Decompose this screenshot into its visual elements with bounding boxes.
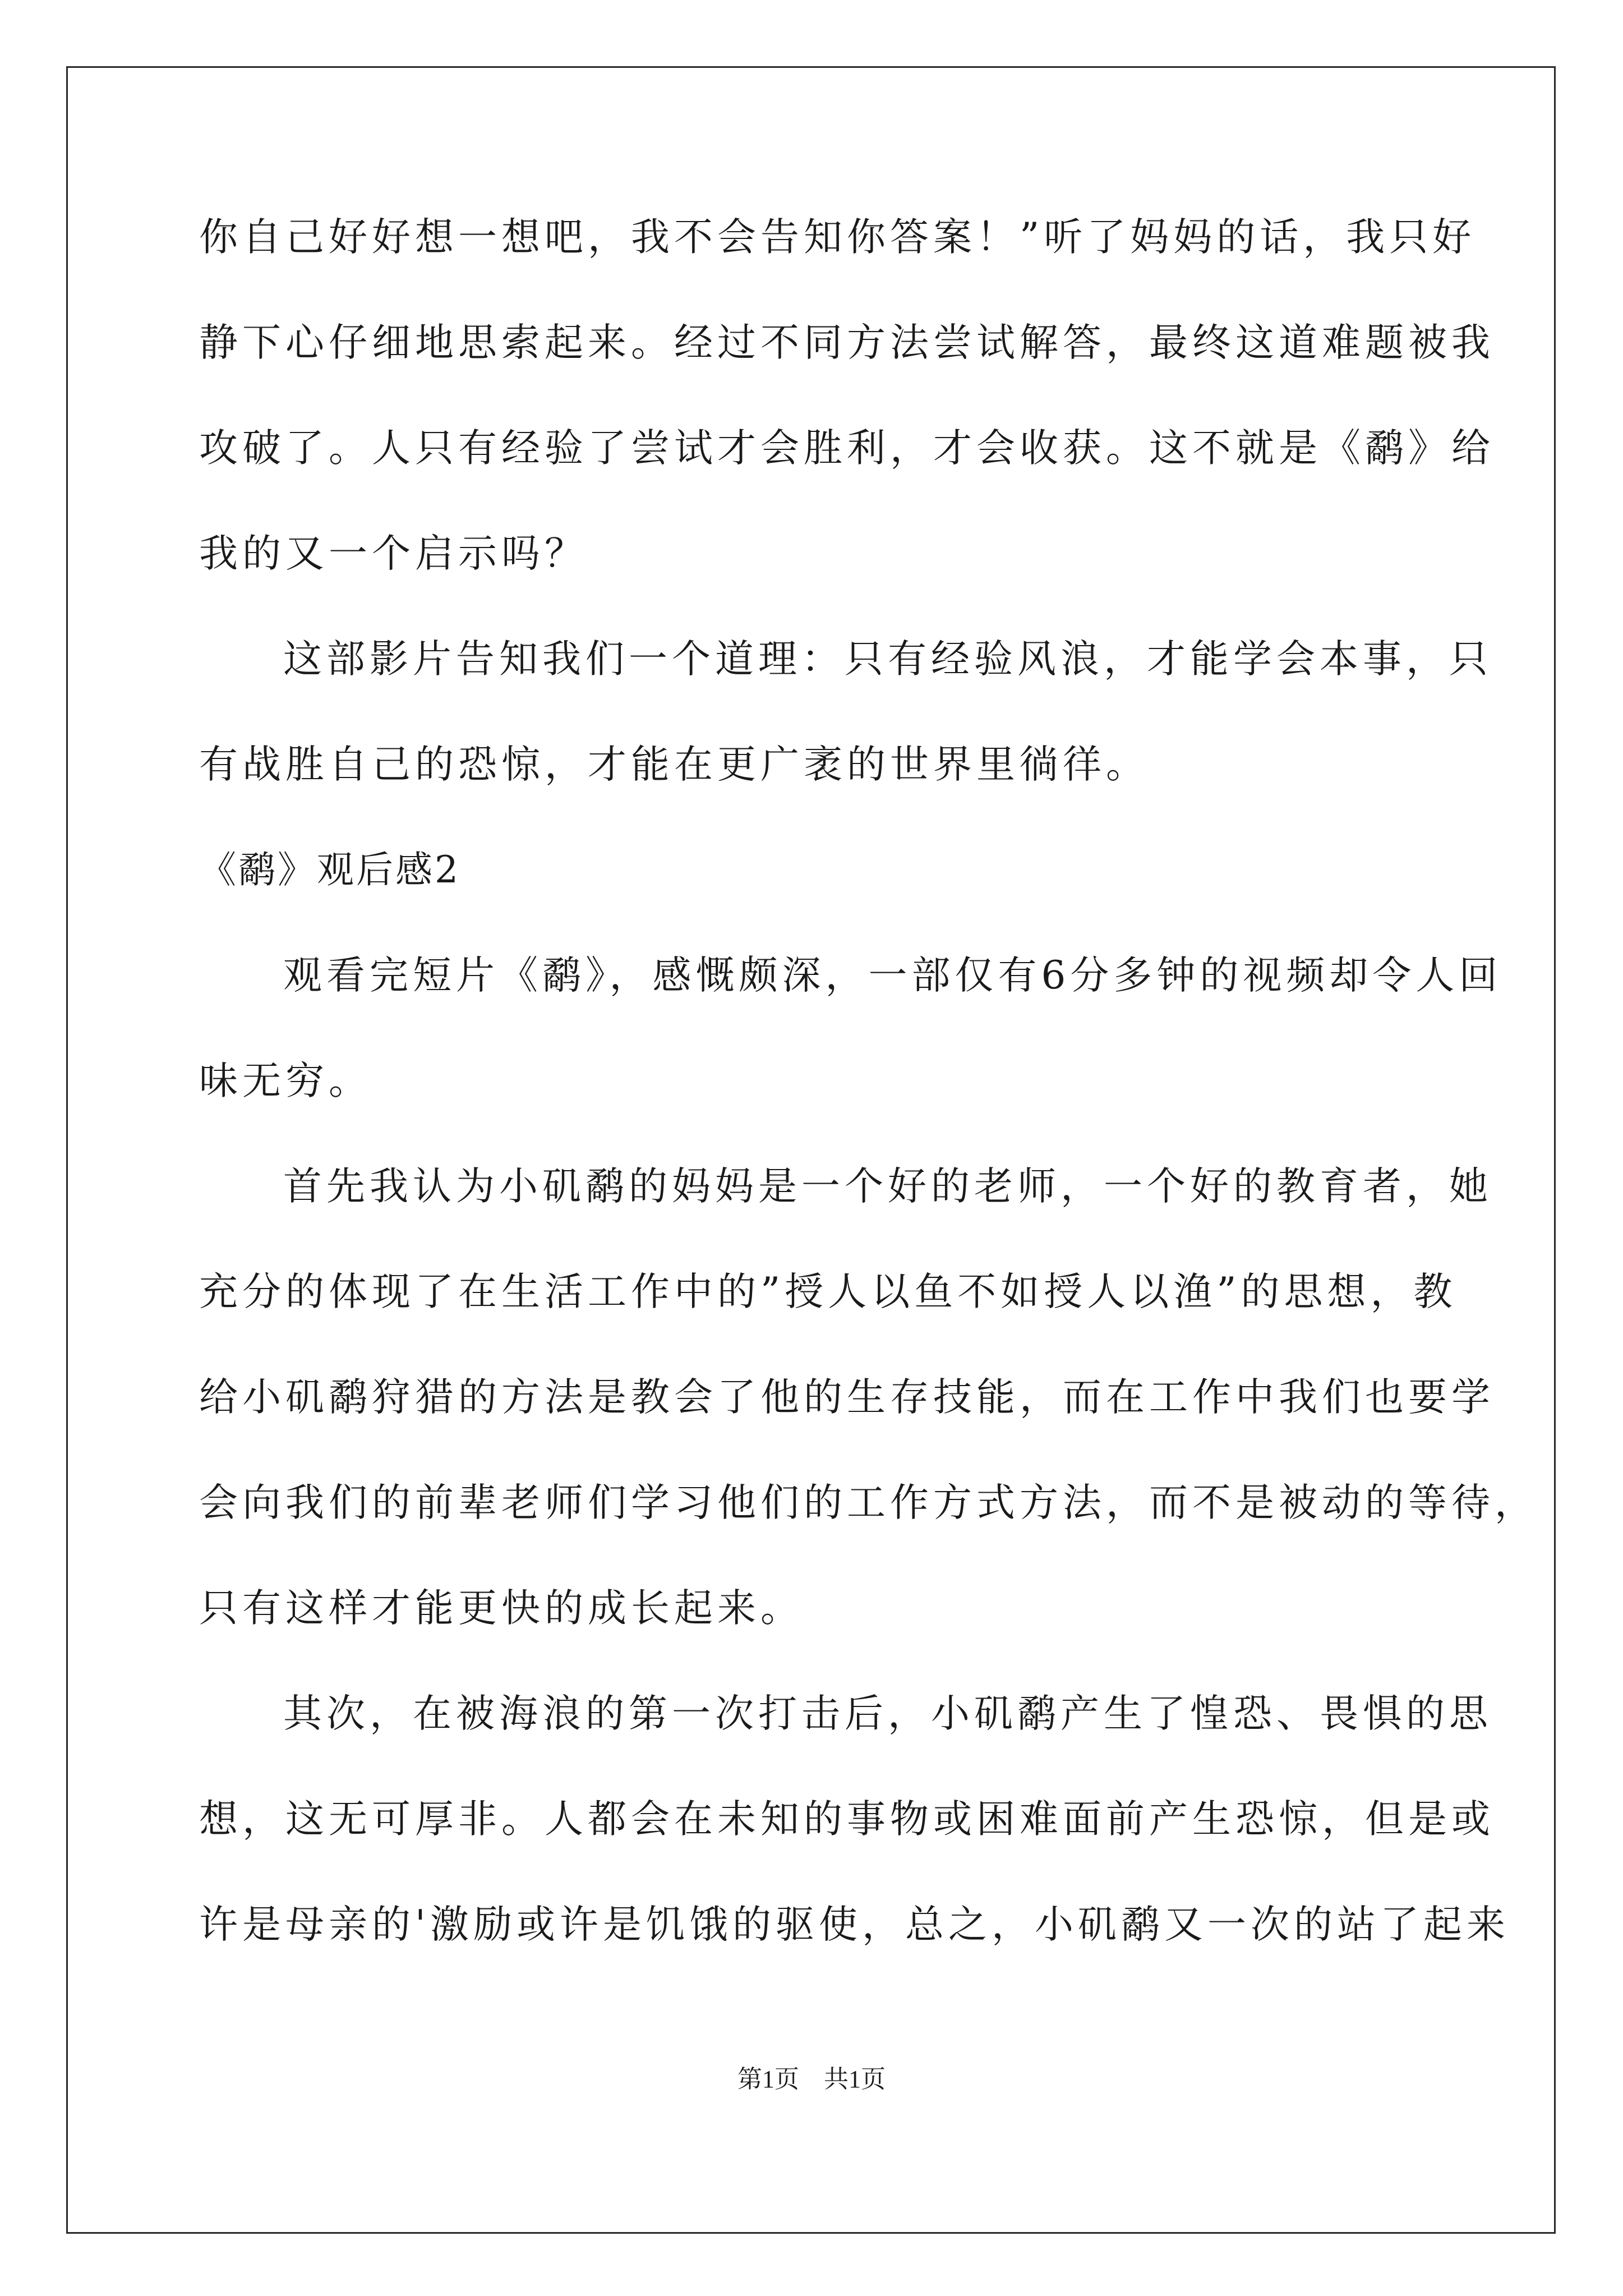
- paragraph-first-line: 这部影片告知我们一个道理：只有经验风浪，才能学会本事，只: [283, 637, 1492, 682]
- paragraph-first-line: 首先我认为小矶鹬的妈妈是一个好的老师，一个好的教育者，她: [283, 1164, 1492, 1209]
- text-line: 静下心仔细地思索起来。经过不同方法尝试解答，最终这道难题被我: [199, 320, 1495, 365]
- paragraph-first-line: 观看完短片《鹬》，感慨颇深，一部仅有6分多钟的视频却令人回: [283, 953, 1502, 998]
- paragraph-first-line: 其次，在被海浪的第一次打击后，小矶鹬产生了惶恐、畏惧的思: [283, 1691, 1492, 1736]
- page-number: 第1页: [737, 2065, 799, 2093]
- text-line: 会向我们的前辈老师们学习他们的工作方式方法，而不是被动的等待，: [199, 1480, 1538, 1525]
- text-line: 给小矶鹬狩猎的方法是教会了他的生存技能，而在工作中我们也要学: [199, 1375, 1495, 1420]
- document-body: [199, 212, 1538, 2005]
- text-line: 味无穷。: [199, 1059, 372, 1103]
- page-total: 共1页: [824, 2065, 886, 2093]
- section-heading: 《鹬》观后感2: [199, 848, 460, 891]
- text-line: 你自己好好想一想吧，我不会告知你答案！”听了妈妈的话，我只好: [199, 215, 1476, 260]
- text-line: 只有这样才能更快的成长起来。: [199, 1586, 804, 1631]
- text-line: 想，这无可厚非。人都会在未知的事物或困难面前产生恐惊，但是或: [199, 1797, 1495, 1842]
- text-line: 我的又一个启示吗？: [199, 531, 588, 576]
- text-line: 攻破了。人只有经验了尝试才会胜利，才会收获。这不就是《鹬》给: [199, 426, 1495, 471]
- page-footer: [0, 2059, 1623, 2095]
- text-line: 充分的体现了在生活工作中的”授人以鱼不如授人以渔”的思想，教: [199, 1269, 1457, 1314]
- text-line: 有战胜自己的恐惊，才能在更广袤的世界里徜徉。: [199, 742, 1149, 787]
- text-line: 许是母亲的'激励或许是饥饿的驱使，总之，小矶鹬又一次的站了起来: [199, 1902, 1510, 1947]
